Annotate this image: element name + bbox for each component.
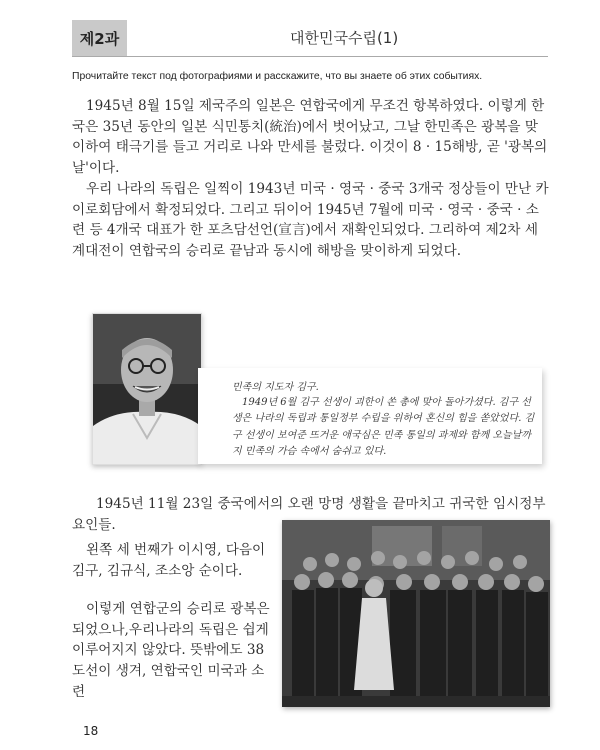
kim-gu-photo <box>92 313 202 465</box>
caption-text: 1949년 6월 김구 선생이 괴한이 쏜 총에 맞아 돌아가셨다. 김구 선생은 나라의 독립과 통일정부 수립을 위하여 혼신의 힘을 쏟았었다. 김구 선생이 보여준 뜨거운 애국심은 민족 통일의 과제와 함께 오늘날까지 민족의 가슴 속에서 숨쉬고 있다. <box>232 397 535 458</box>
lesson-badge: 제2과 <box>72 20 127 56</box>
paragraph-division: 이렇게 연합군의 승리로 광복은되었으나,우리나라의 독립은 쉽게 이루어지지 않았다. 뜻밖에도 38도선이 생겨, 연합국인 미국과 소련 <box>72 601 270 700</box>
photo-caption <box>198 368 542 464</box>
paragraph-provisional-government: 1945년 11월 23일 중국에서의 오랜 망명 생활을 끝마치고 귀국한 임시정부 요인들. <box>72 496 546 533</box>
paragraph-independence: 우리 나라의 독립은 일찍이 1943년 미국 · 영국 · 중국 3개국 정상들이 만난 카이로회담에서 확정되었다. 그리고 뒤이어 1945년 7월에 미국 · 영국 · 중국 · 소련 등 4개국 대표가 한 포츠담선언(宣言)에서 재확인되었다. 그리하여 제2차 세계대전이 연합국의 승리로 끝남과 동시에 해방을 맞이하게 되었다. <box>72 181 549 260</box>
caption-title: 민족의 지도자 김구. <box>232 382 319 393</box>
provisional-government-photo <box>282 520 550 707</box>
instruction-text: Прочитайте текст под фотографиями и расскажите, что вы знаете об этих событиях. <box>72 71 483 82</box>
paragraph-names: 왼쪽 세 번째가 이시영, 다음이 김구, 김규식, 조소앙 순이다. <box>72 542 266 579</box>
header-divider <box>72 56 548 57</box>
page-number: 18 <box>83 724 99 738</box>
page-title: 대한민국수립(1) <box>290 29 399 47</box>
paragraph-liberation: 1945년 8월 15일 제국주의 일본은 연합국에게 무조건 항복하였다. 이렇게 한국은 35년 동안의 일본 식민통치(統治)에서 벗어났고, 그날 한민족은 광복을 맞이하여 태극기를 들고 거리로 나와 만세를 불렀다. 이것이 8 · 15해방, 곧 '광복의 날'이다. <box>72 98 548 177</box>
